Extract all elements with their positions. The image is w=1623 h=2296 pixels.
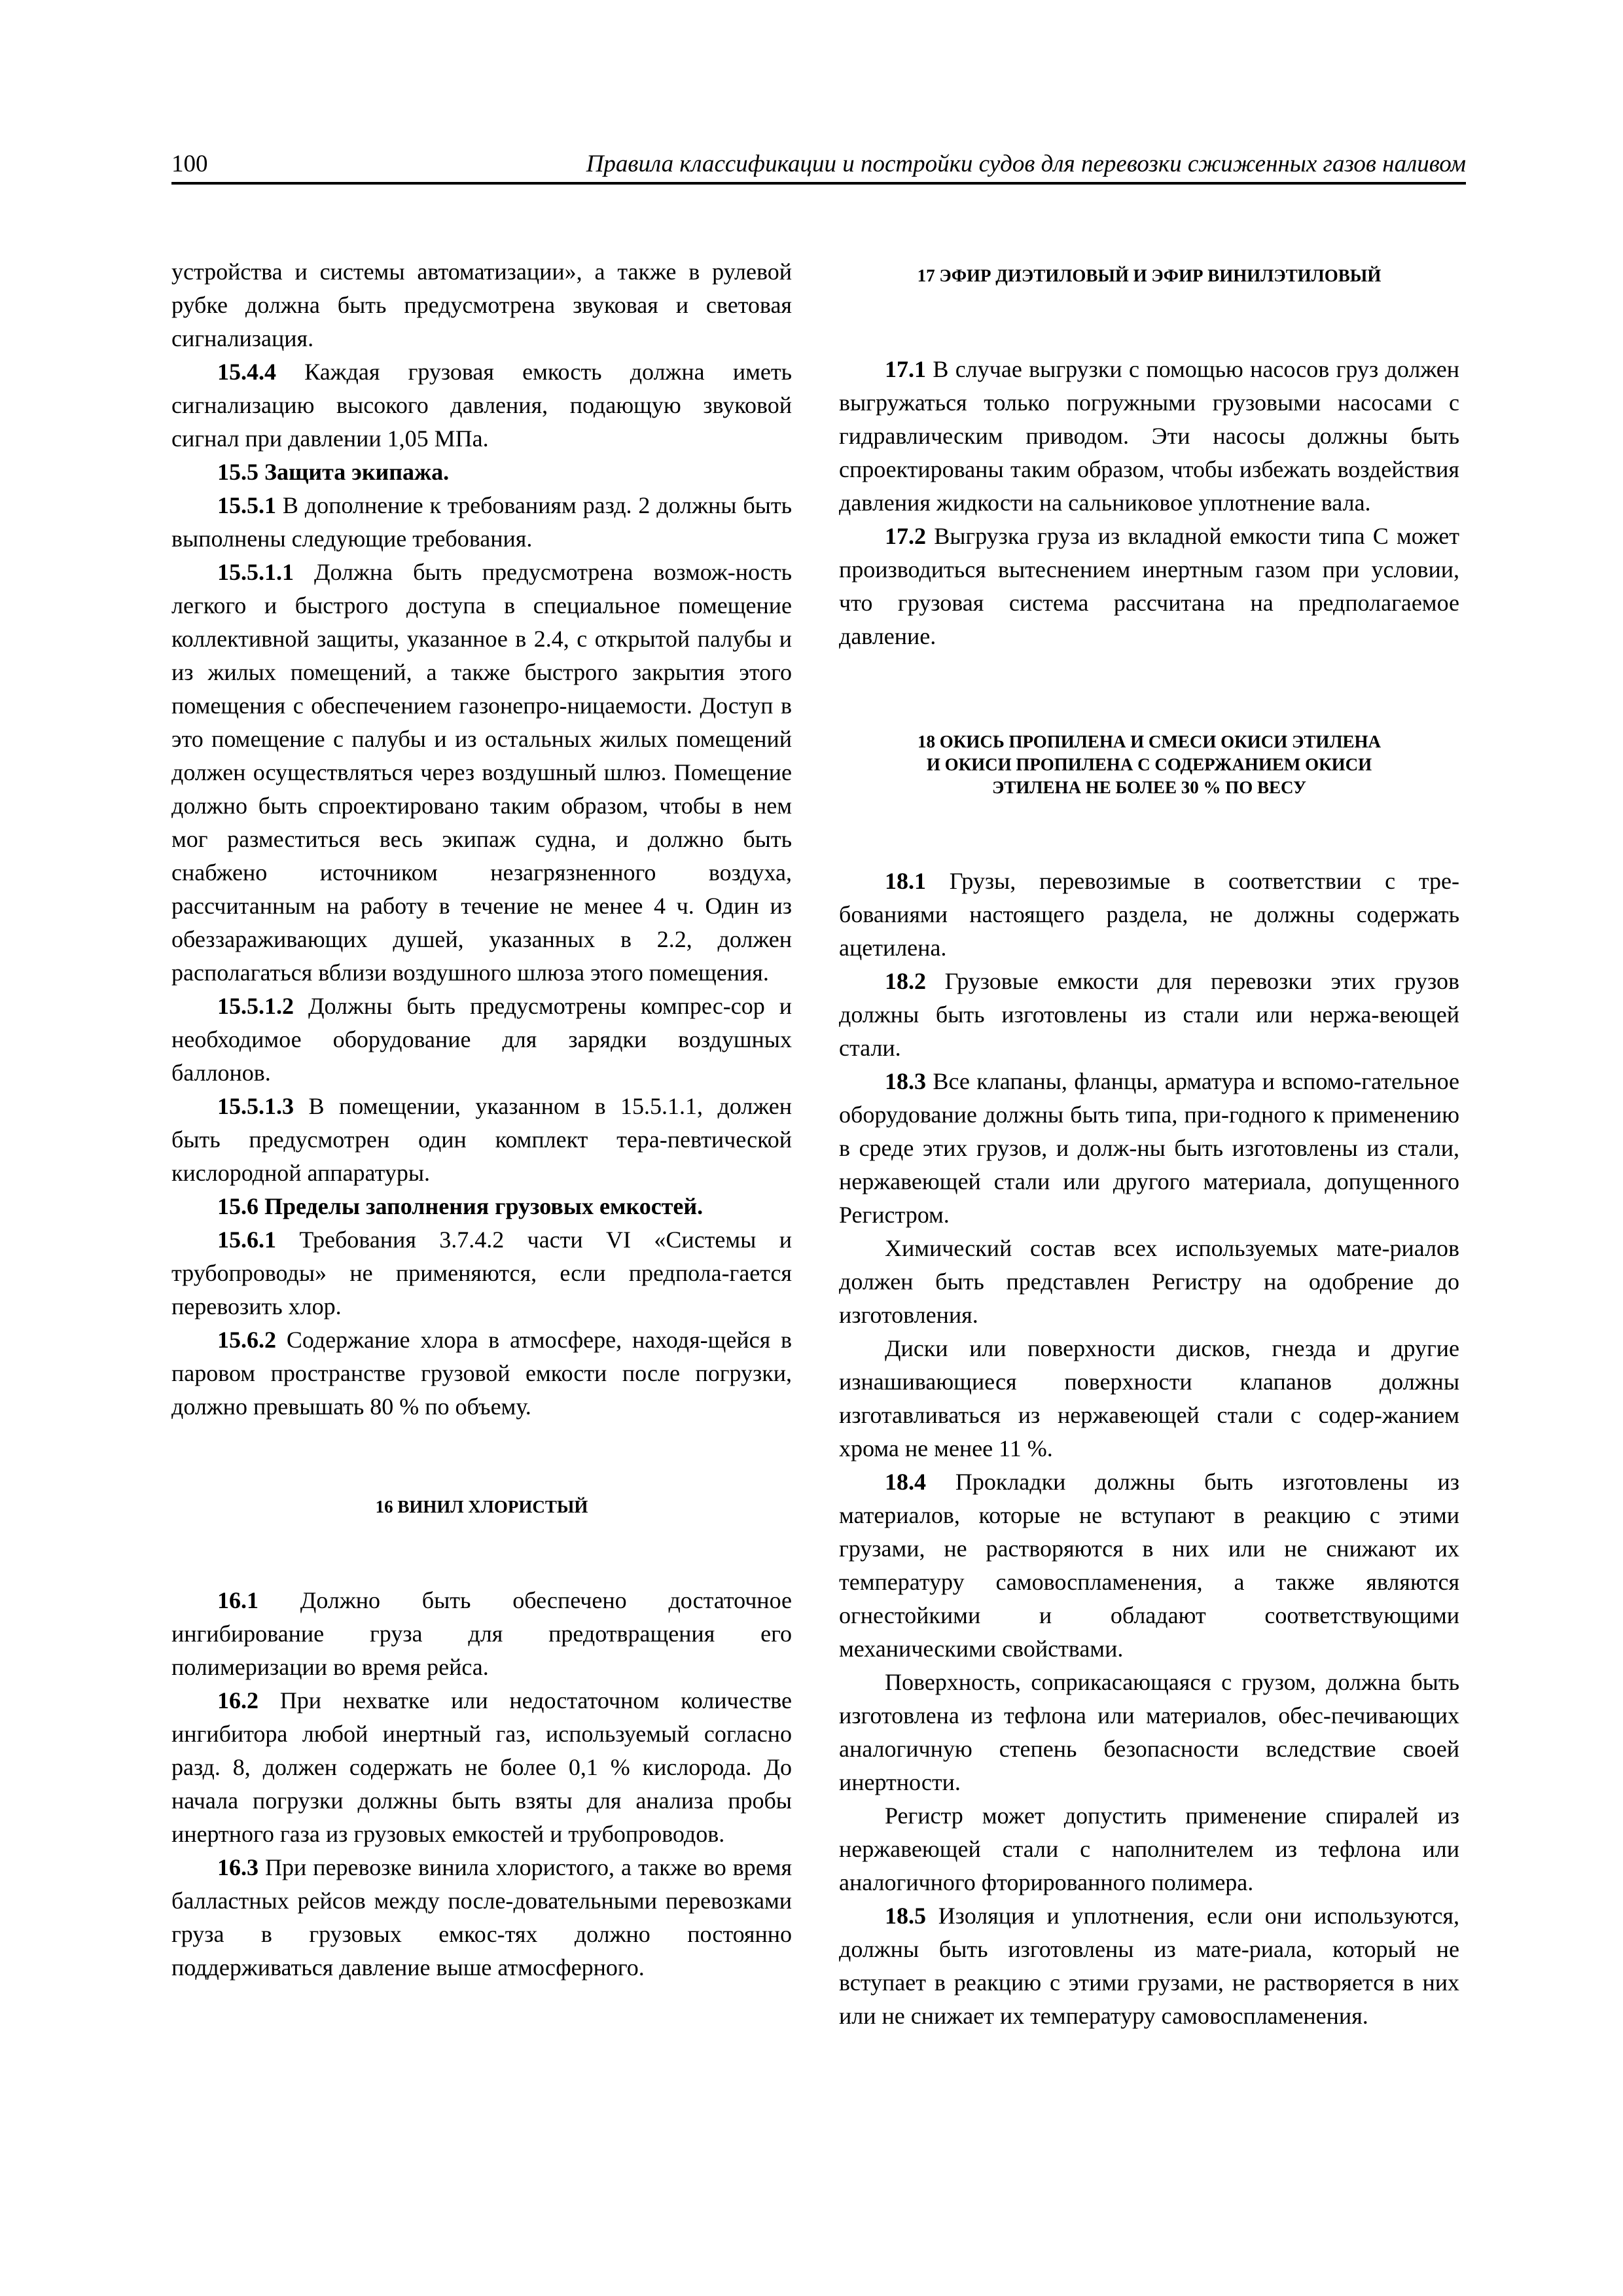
- section-heading-line: И ОКИСИ ПРОПИЛЕНА С СОДЕРЖАНИЕМ ОКИСИ: [926, 755, 1372, 774]
- paragraph: [171, 1584, 792, 1684]
- section-heading-line: 18 ОКИСЬ ПРОПИЛЕНА И СМЕСИ ОКИСИ ЭТИЛЕНА: [918, 732, 1381, 751]
- paragraph-text: Регистр может допустить применение спиралей из нержавеющей стали с наполнителем из тефлона или аналогичного фторированного полимера.: [839, 1803, 1459, 1895]
- page-header: [171, 145, 1466, 185]
- clause-number: 15.5.1: [217, 492, 276, 518]
- clause-number: 15.5 Защита экипажа.: [217, 459, 450, 485]
- paragraph: [171, 355, 792, 456]
- clause-number: 16.1: [217, 1587, 259, 1613]
- paragraph: [839, 520, 1459, 653]
- paragraph: [171, 1851, 792, 1984]
- subsection-heading: [171, 1190, 792, 1223]
- paragraph-text: устройства и системы автоматизации», а также в рулевой рубке должна быть предусмотрена звуковая и световая сигнализация.: [171, 259, 792, 351]
- clause-number: 18.2: [885, 968, 926, 994]
- paragraph-text: При перевозке винила хлористого, а также во время балластных рейсов между после-довательными перевозками груза в грузовых емкос-тях должно постоянно поддерживаться давление выше атмосферного.: [171, 1854, 792, 1981]
- paragraph-text: Грузовые емкости для перевозки этих грузов должны быть изготовлены из стали или нержа-веющей стали.: [839, 968, 1459, 1061]
- paragraph-text: Должно быть обеспечено достаточное ингибирование груза для предотвращения его полимеризации во время рейса.: [171, 1587, 792, 1680]
- page-number: 100: [171, 151, 208, 177]
- paragraph-text: Каждая грузовая емкость должна иметь сигнализацию высокого давления, подающую звуковой сигнал при давлении 1,05 МПа.: [171, 359, 792, 452]
- paragraph: [171, 1684, 792, 1851]
- subsection-heading: [171, 456, 792, 489]
- section-heading-17: 17 ЭФИР ДИЭТИЛОВЫЙ И ЭФИР ВИНИЛЭТИЛОВЫЙ: [917, 266, 1382, 285]
- paragraph-text: При нехватке или недостаточном количестве ингибитора любой инертный газ, используемый согласно разд. 8, должен содержать не более 0,1 % кислорода. До начала погрузки должны быть взяты для анализа пробы инертного газа из грузовых емкостей и трубопроводов.: [171, 1687, 792, 1847]
- paragraph: [171, 990, 792, 1090]
- paragraph: [839, 1465, 1459, 1666]
- section-heading-line: ЭТИЛЕНА НЕ БОЛЕЕ 30 % ПО ВЕСУ: [992, 778, 1306, 797]
- clause-number: 16.3: [217, 1854, 259, 1880]
- paragraph-text: Выгрузка груза из вкладной емкости типа С может производиться вытеснением инертным газом при условии, что грузовая система рассчитана на предполагаемое давление.: [839, 523, 1459, 649]
- clause-number: 17.1: [885, 356, 926, 382]
- paragraph-text: Поверхность, соприкасающаяся с грузом, должна быть изготовлена из тефлона или материалов, обес-печивающих аналогичную степень безопасности вследствие своей инертности.: [839, 1669, 1459, 1795]
- clause-number: 15.5.1.2: [217, 993, 294, 1019]
- clause-number: 15.5.1.1: [217, 559, 294, 585]
- paragraph-text: Прокладки должны быть изготовлены из материалов, которые не вступают в реакцию с этими грузами, не растворяются в них или не снижают их температуру самовоспламенения, а также являются огнестойкими и обладают соответствующими механическими свойствами.: [839, 1469, 1459, 1662]
- clause-number: 15.5.1.3: [217, 1093, 294, 1119]
- paragraph-text: Диски или поверхности дисков, гнезда и другие изнашивающиеся поверхности клапанов должны изготавливаться из нержавеющей стали с содер-жанием хрома не менее 11 %.: [839, 1335, 1459, 1462]
- paragraph: [171, 556, 792, 990]
- paragraph: [171, 255, 792, 355]
- right-column: [839, 255, 1459, 2033]
- left-column: [171, 255, 792, 1984]
- clause-number: 15.4.4: [217, 359, 276, 385]
- paragraph: [839, 1899, 1459, 2033]
- paragraph: [171, 1223, 792, 1323]
- paragraph-text: Должна быть предусмотрена возмож-ность легкого и быстрого доступа в специальное помещение коллективной защиты, указанное в 2.4, с открытой палубы и из жилых помещений, а также быстрого закрытия этого помещения с обеспечением газонепро-ницаемости. Доступ в это помещение с палубы и из остальных жилых помещений должен осуществляться через воздушный шлюз. Помещение должно быть спроектировано таким образом, чтобы в нем мог разместиться весь экипаж судна, и должно быть снабжено источником незагрязненного воздуха, рассчитанным на работу в течение не менее 4 ч. Один из обеззараживающих душей, указанных в 2.2, должен располагаться вблизи воздушного шлюза этого помещения.: [171, 559, 792, 986]
- clause-number: 18.4: [885, 1469, 926, 1495]
- paragraph-text: Содержание хлора в атмосфере, находя-щейся в паровом пространстве грузовой емкости после погрузки, должно превышать 80 % по объему.: [171, 1327, 792, 1420]
- running-title: Правила классификации и постройки судов для перевозки сжиженных газов наливом: [586, 151, 1466, 177]
- paragraph: [171, 489, 792, 556]
- clause-number: 15.6.1: [217, 1227, 276, 1253]
- clause-number: 15.6 Пределы заполнения грузовых емкостей.: [217, 1193, 704, 1219]
- clause-number: 16.2: [217, 1687, 259, 1713]
- paragraph: [839, 1799, 1459, 1899]
- paragraph: [171, 1323, 792, 1424]
- clause-number: 18.1: [885, 868, 926, 894]
- clause-number: 18.5: [885, 1903, 926, 1929]
- paragraph-text: Изоляция и уплотнения, если они используются, должны быть изготовлены из мате-риала, который не вступает в реакцию с этими грузами, не растворяется в них или не снижает их температуру самовоспламенения.: [839, 1903, 1459, 2029]
- paragraph: [839, 965, 1459, 1065]
- section-heading-18: [839, 730, 1459, 799]
- paragraph: [839, 1232, 1459, 1332]
- paragraph: [839, 353, 1459, 520]
- paragraph-text: В случае выгрузки с помощью насосов груз должен выгружаться только погружными грузовыми насосами с гидравлическим приводом. Эти насосы должны быть спроектированы таким образом, чтобы избежать воздействия давления жидкости на сальниковое уплотнение вала.: [839, 356, 1459, 516]
- paragraph: [839, 1065, 1459, 1232]
- paragraph-text: Грузы, перевозимые в соответствии с тре-бованиями настоящего раздела, не должны содержать ацетилена.: [839, 868, 1459, 961]
- paragraph-text: Химический состав всех используемых мате-риалов должен быть представлен Регистру на одобрение до изготовления.: [839, 1235, 1459, 1328]
- paragraph-text: Должны быть предусмотрены компрес-сор и необходимое оборудование для зарядки воздушных баллонов.: [171, 993, 792, 1086]
- paragraph: [839, 1332, 1459, 1465]
- section-heading-16: 16 ВИНИЛ ХЛОРИСТЫЙ: [375, 1497, 588, 1516]
- paragraph: [839, 865, 1459, 965]
- paragraph-text: Требования 3.7.4.2 части VI «Системы и трубопроводы» не применяются, если предпола-гается перевозить хлор.: [171, 1227, 792, 1319]
- clause-number: 18.3: [885, 1068, 926, 1094]
- clause-number: 17.2: [885, 523, 926, 549]
- paragraph-text: Все клапаны, фланцы, арматура и вспомо-гательное оборудование должны быть типа, при-годного к применению в среде этих грузов, и долж-ны быть изготовлены из стали, нержавеющей стали или другого материала, допущенного Регистром.: [839, 1068, 1459, 1228]
- paragraph-text: В дополнение к требованиям разд. 2 должны быть выполнены следующие требования.: [171, 492, 792, 552]
- clause-number: 15.6.2: [217, 1327, 276, 1353]
- paragraph-text: В помещении, указанном в 15.5.1.1, должен быть предусмотрен один комплект тера-певтической кислородной аппаратуры.: [171, 1093, 792, 1186]
- paragraph: [171, 1090, 792, 1190]
- paragraph: [839, 1666, 1459, 1799]
